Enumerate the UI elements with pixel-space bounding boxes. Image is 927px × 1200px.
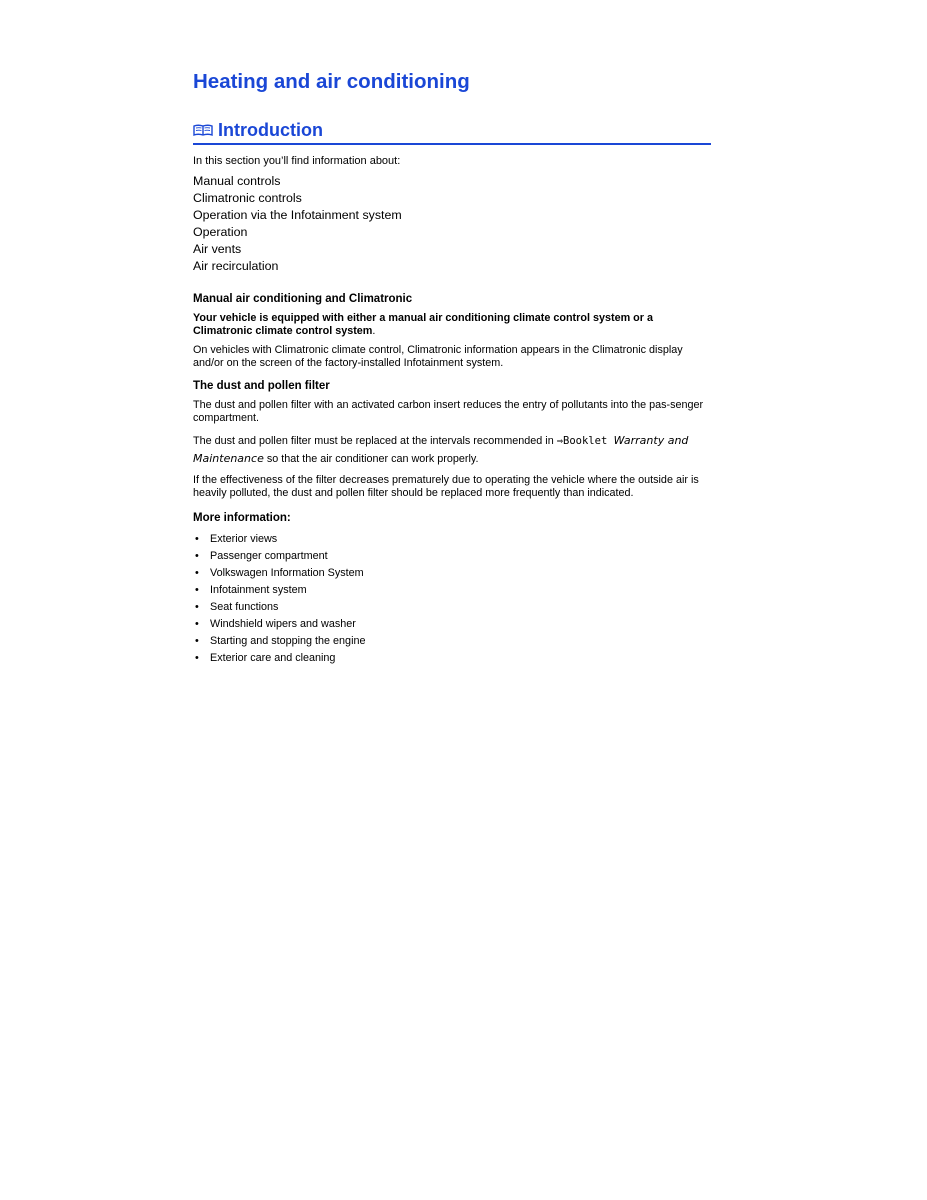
- more-info-item[interactable]: [193, 633, 711, 650]
- bullet-icon: •: [195, 567, 199, 579]
- more-info-item[interactable]: [193, 565, 711, 582]
- chapter-title: Heating and air conditioning: [193, 70, 470, 93]
- filter-paragraph-2: [193, 432, 711, 468]
- topic-item[interactable]: Operation: [193, 225, 248, 239]
- more-info-item[interactable]: [193, 531, 711, 548]
- filter-heading: The dust and pollen filter: [193, 380, 330, 392]
- booklet-reference-link[interactable]: ⇒Booklet: [556, 435, 614, 447]
- section-header: [193, 118, 711, 145]
- topic-item[interactable]: Manual controls: [193, 174, 281, 188]
- more-info-item[interactable]: [193, 616, 711, 633]
- more-info-item[interactable]: [193, 599, 711, 616]
- manual-ac-body: On vehicles with Climatronic climate control, Climatronic information appears in the Climatronic display and/or on the screen of the factory-installed Infotainment system.: [193, 344, 683, 369]
- filter-p2-start: The dust and pollen filter must be replaced at the intervals recommended in: [193, 435, 557, 447]
- bullet-icon: •: [195, 652, 199, 664]
- more-info-item[interactable]: [193, 548, 711, 565]
- more-info-heading: More information:: [193, 512, 291, 524]
- more-info-item[interactable]: [193, 582, 711, 599]
- more-info-item-label: Exterior care and cleaning: [210, 652, 336, 664]
- more-info-item-label: Starting and stopping the engine: [210, 635, 366, 647]
- filter-p2-end: so that the air conditioner can work properly.: [263, 453, 479, 465]
- filter-paragraph-1: The dust and pollen filter with an activated carbon insert reduces the entry of pollutants into the pas-senger compartment.: [193, 399, 704, 424]
- more-info-item[interactable]: [193, 650, 711, 667]
- topic-item[interactable]: Operation via the Infotainment system: [193, 208, 402, 222]
- more-info-item-label: Infotainment system: [210, 584, 307, 596]
- bullet-icon: •: [195, 601, 199, 613]
- manual-ac-lead-period: .: [372, 325, 376, 337]
- manual-page: [193, 68, 711, 667]
- more-info-list: [193, 531, 711, 667]
- more-info-item-label: Passenger compartment: [210, 550, 328, 562]
- more-info-item-label: Windshield wipers and washer: [210, 618, 356, 630]
- filter-paragraph-3: If the effectiveness of the filter decreases prematurely due to operating the vehicle where the outside air is heavily polluted, the dust and pollen filter should be replaced more frequently than indicated.: [193, 474, 699, 499]
- topic-list: [193, 173, 711, 275]
- book-icon: [193, 123, 213, 137]
- section-title: Introduction: [218, 120, 323, 140]
- topic-item[interactable]: Climatronic controls: [193, 191, 302, 205]
- manual-ac-heading: Manual air conditioning and Climatronic: [193, 293, 413, 305]
- intro-text: In this section you’ll find information about:: [193, 155, 401, 167]
- more-info-item-label: Seat functions: [210, 601, 279, 613]
- topic-item[interactable]: Air recirculation: [193, 259, 279, 273]
- bullet-icon: •: [195, 635, 199, 647]
- warranty-title-part1: Warranty and: [613, 434, 689, 447]
- more-info-item-label: Exterior views: [210, 533, 278, 545]
- manual-ac-lead: [193, 312, 711, 338]
- bullet-icon: •: [195, 533, 199, 545]
- bullet-icon: •: [195, 550, 199, 562]
- bullet-icon: •: [195, 584, 199, 596]
- manual-ac-lead-text: Your vehicle is equipped with either a manual air conditioning climate control system or a Climatronic climate control system: [193, 312, 653, 337]
- bullet-icon: •: [195, 618, 199, 630]
- more-info-item-label: Volkswagen Information System: [210, 567, 364, 579]
- topic-item[interactable]: Air vents: [193, 242, 242, 256]
- warranty-title-part2: Maintenance: [193, 452, 264, 465]
